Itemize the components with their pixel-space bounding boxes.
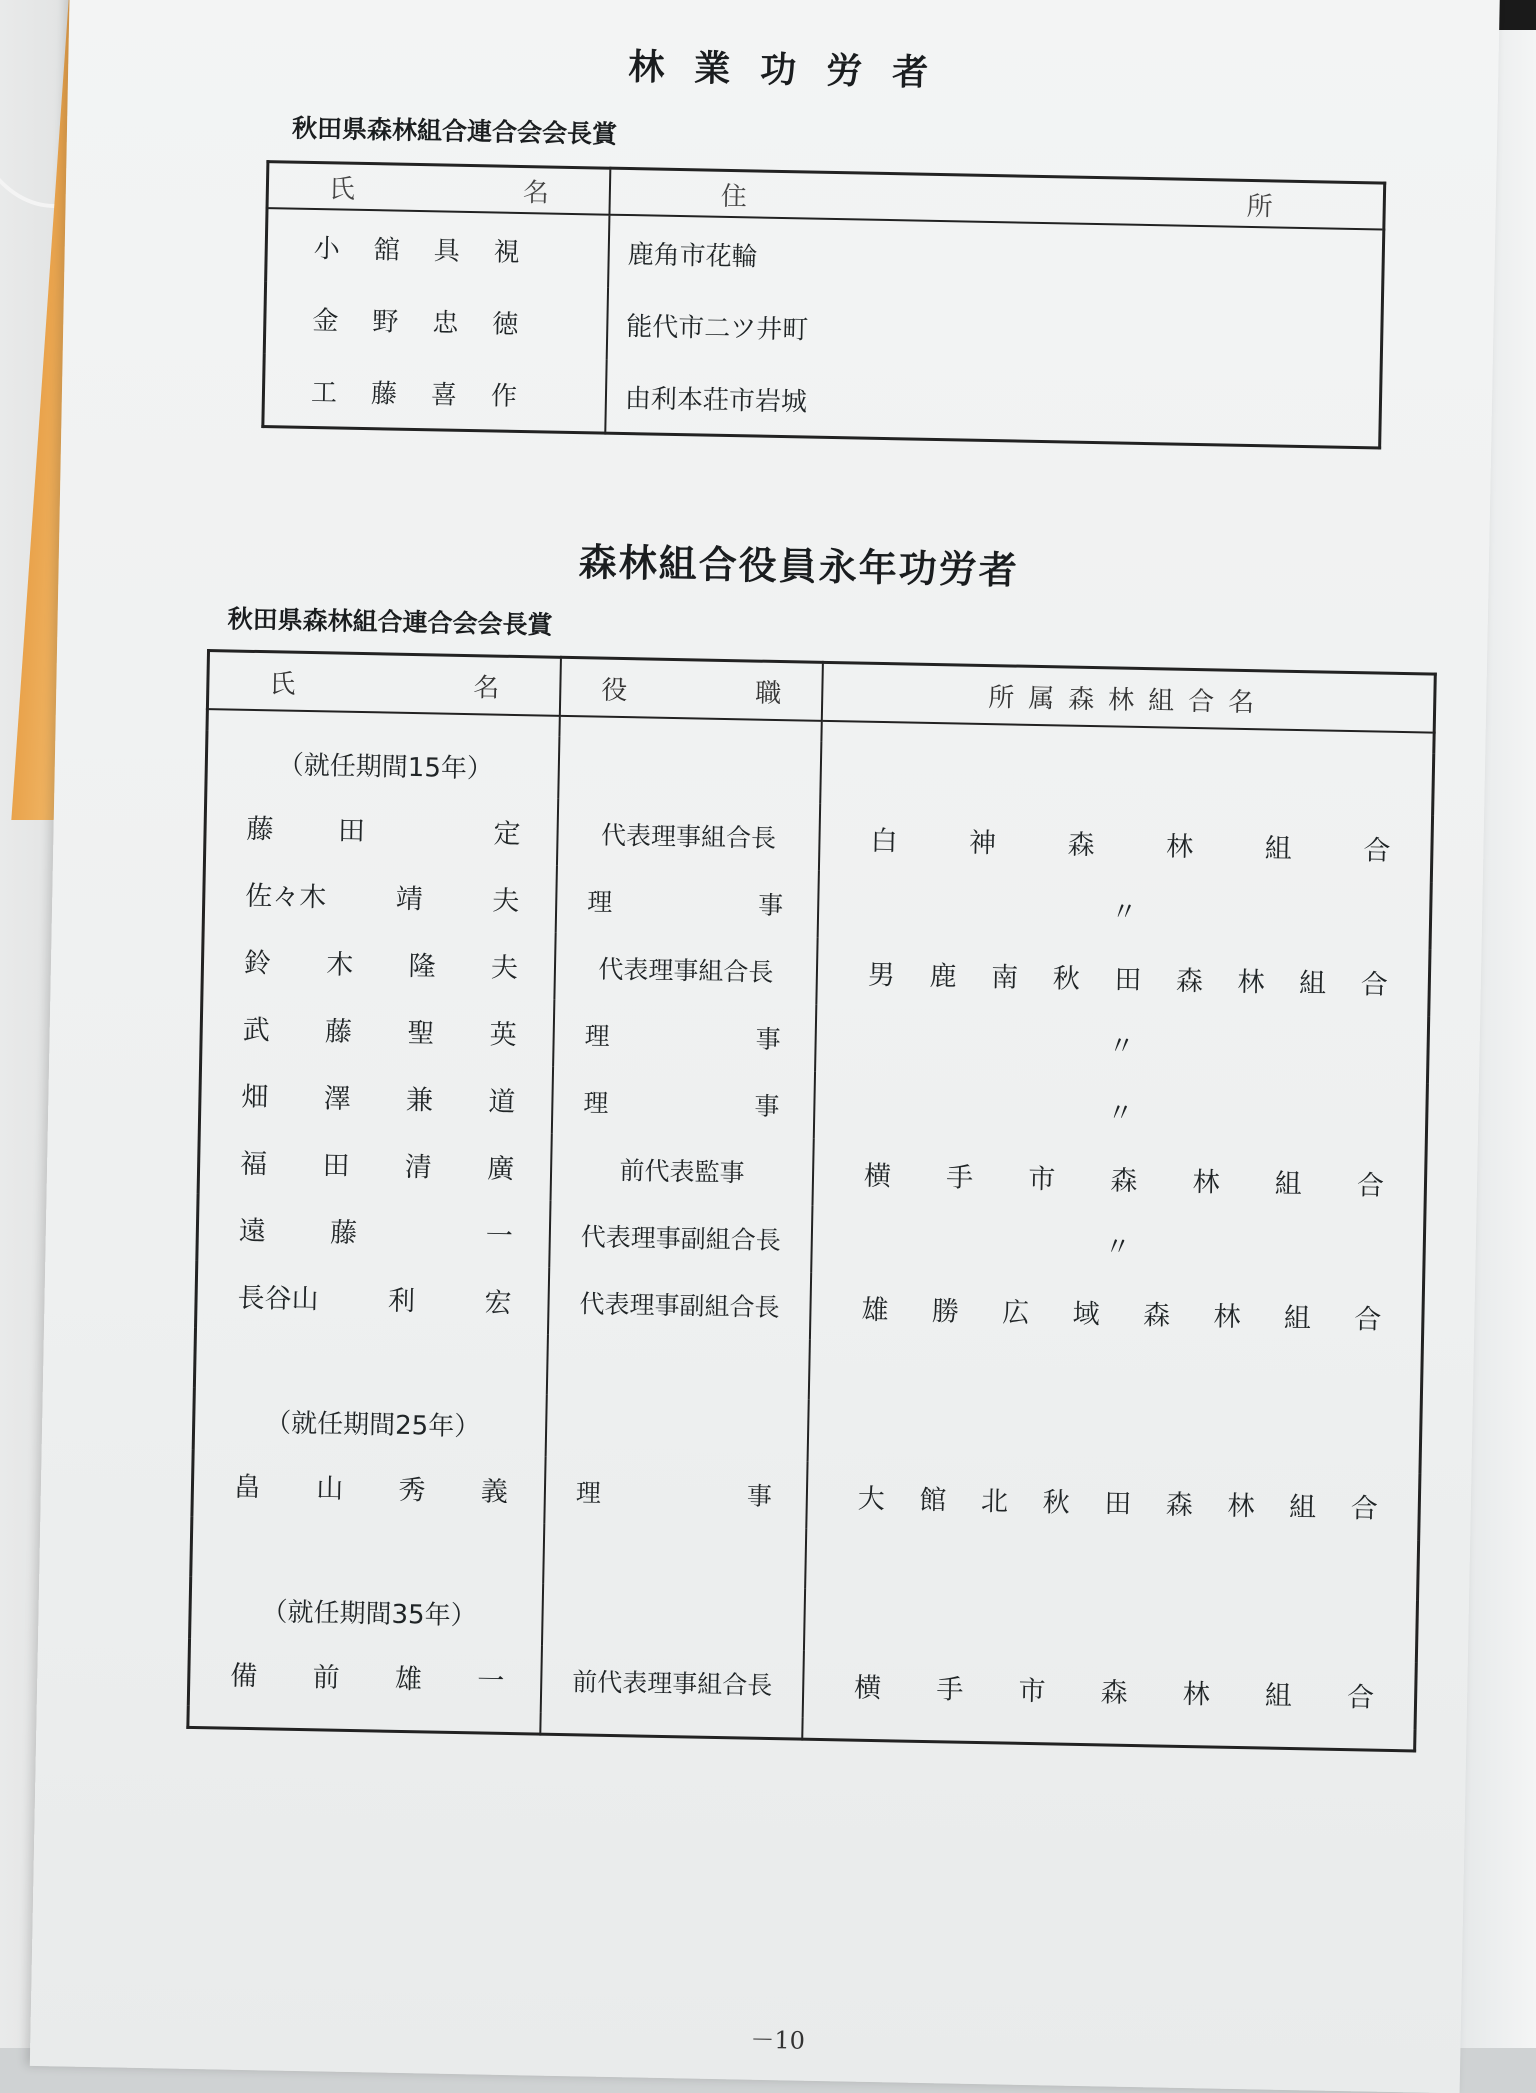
org-cell xyxy=(815,1005,1429,1084)
post-char: 事 xyxy=(755,1024,781,1054)
name-char: 宏 xyxy=(484,1287,512,1319)
empty-cell xyxy=(191,1517,545,1584)
org-char: 森 xyxy=(1175,965,1204,998)
org-char: 合 xyxy=(1363,835,1391,867)
post-cell xyxy=(541,1646,804,1718)
person-address: 由利本荘市岩城 xyxy=(624,383,808,417)
org-cell xyxy=(814,1072,1428,1151)
post-cell xyxy=(557,799,820,871)
name-char: 畠 xyxy=(233,1471,262,1504)
org-char: 田 xyxy=(1114,964,1142,997)
person-name-cell xyxy=(188,1639,542,1713)
org-char: 組 xyxy=(1274,1168,1303,1201)
post-char: 事 xyxy=(754,1091,780,1121)
person-name-cell xyxy=(202,926,556,1000)
name-char: 兼 xyxy=(405,1084,434,1117)
name-char: 靖 xyxy=(395,883,424,916)
post-char: 理 xyxy=(575,1477,602,1508)
org-char: 神 xyxy=(968,827,997,860)
name-char: 山 xyxy=(315,1473,344,1505)
post xyxy=(546,1472,807,1513)
header-name-b: 名 xyxy=(473,672,500,704)
name-char: 道 xyxy=(488,1086,516,1119)
header-addr-b: 所 xyxy=(1246,191,1274,222)
name-char: 清 xyxy=(404,1151,433,1184)
post-cell xyxy=(551,1134,814,1206)
person-name xyxy=(194,1464,545,1510)
org-name xyxy=(811,1287,1422,1338)
empty-cell xyxy=(558,737,821,804)
empty-cell xyxy=(542,1584,805,1651)
section1-award: 秋田県森林組合連合会会長賞 xyxy=(291,113,618,149)
person-name xyxy=(190,1653,541,1699)
org-char: 合 xyxy=(1350,1493,1379,1525)
post: 代表理事組合長 xyxy=(598,954,774,987)
empty-cell xyxy=(540,1713,802,1740)
org-cell xyxy=(811,1206,1425,1285)
org-char: 林 xyxy=(1182,1678,1211,1711)
name-char: 一 xyxy=(485,1220,514,1253)
person-name-cell xyxy=(196,1261,550,1335)
empty-cell xyxy=(543,1524,806,1589)
name-char: 武 xyxy=(242,1014,271,1047)
person-name: 金野忠徳 xyxy=(264,281,608,360)
org-char: 雄 xyxy=(861,1294,889,1327)
org-char: 男 xyxy=(867,959,896,992)
org-char: 手 xyxy=(945,1162,974,1194)
header-addr-a: 住 xyxy=(720,181,748,212)
person-name xyxy=(197,1275,548,1321)
person-address: 鹿角市花輪 xyxy=(627,239,758,273)
org-char: 森 xyxy=(1165,1489,1194,1522)
org-char: 大 xyxy=(857,1483,886,1516)
org-char: 組 xyxy=(1264,833,1293,865)
period-cell: （就任期間25年） xyxy=(193,1388,547,1457)
name-char: 木 xyxy=(326,949,354,981)
name-char: 定 xyxy=(493,818,521,851)
ditto-mark: 〃 xyxy=(1110,897,1138,928)
org-cell xyxy=(819,804,1433,883)
post: 前代表監事 xyxy=(619,1155,745,1187)
ditto-mark: 〃 xyxy=(1108,1031,1135,1062)
org-char: 横 xyxy=(863,1160,892,1193)
name-char: 長谷山 xyxy=(237,1282,319,1316)
post-cell xyxy=(556,866,819,938)
name-char: 一 xyxy=(476,1665,505,1697)
org-cell xyxy=(810,1273,1424,1352)
org-char: 組 xyxy=(1288,1491,1317,1524)
org-char: 勝 xyxy=(931,1296,960,1328)
name-char: 前 xyxy=(312,1662,340,1694)
name-char: 義 xyxy=(480,1476,509,1508)
org-char: 合 xyxy=(1354,1304,1382,1336)
section2-table xyxy=(186,649,1437,1752)
post: 前代表理事組合長 xyxy=(572,1666,773,1700)
person-name-cell xyxy=(198,1127,552,1201)
person-name-cell xyxy=(197,1194,551,1268)
org-name xyxy=(818,952,1429,1003)
org-char: 館 xyxy=(919,1484,947,1517)
org-char: 森 xyxy=(1067,829,1095,862)
org-cell xyxy=(816,938,1430,1017)
name-char: 夫 xyxy=(491,885,520,918)
org-char: 秋 xyxy=(1052,963,1081,995)
org-char: 域 xyxy=(1072,1298,1100,1331)
org-char: 林 xyxy=(1213,1301,1241,1333)
name-char xyxy=(429,810,430,849)
post-cell xyxy=(553,1000,816,1072)
org-char: 組 xyxy=(1264,1680,1293,1713)
org-char: 林 xyxy=(1165,831,1194,863)
name-char: 備 xyxy=(230,1660,258,1693)
empty-cell xyxy=(804,1589,1418,1663)
period-cell: （就任期間15年） xyxy=(206,730,560,799)
org-char: 森 xyxy=(1142,1300,1171,1332)
post: 代表理事副組合長 xyxy=(579,1288,780,1322)
org-char: 森 xyxy=(1100,1677,1128,1709)
org-char: 合 xyxy=(1356,1170,1385,1202)
post-cell xyxy=(548,1268,811,1340)
page-number: －10 xyxy=(750,2025,806,2055)
name-char: 澤 xyxy=(323,1083,352,1115)
org-char: 組 xyxy=(1298,968,1327,1000)
org-char: 合 xyxy=(1346,1682,1375,1714)
person-name-cell xyxy=(199,1060,553,1134)
empty-cell xyxy=(194,1328,548,1395)
post xyxy=(553,1082,814,1123)
post-cell xyxy=(552,1067,815,1139)
org-cell xyxy=(806,1462,1420,1541)
section2-table-body xyxy=(188,709,1434,1751)
person-name xyxy=(205,873,556,919)
person-name: 小舘具視 xyxy=(266,208,610,288)
org-char: 林 xyxy=(1237,966,1265,999)
name-char xyxy=(421,1212,422,1251)
person-name xyxy=(201,1074,552,1120)
name-char: 遠 xyxy=(238,1215,267,1248)
header-post-a: 役 xyxy=(601,675,628,706)
header-post xyxy=(560,657,823,721)
empty-cell xyxy=(808,1400,1422,1474)
section2-award: 秋田県森林組合連合会会長賞 xyxy=(227,604,553,640)
name-char: 藤 xyxy=(324,1016,353,1048)
period-cell: （就任期間35年） xyxy=(190,1577,544,1646)
name-char: 鈴 xyxy=(243,947,272,980)
name-char: 利 xyxy=(387,1285,416,1318)
document-page xyxy=(30,0,1500,2093)
org-char: 手 xyxy=(936,1674,964,1706)
post-cell xyxy=(544,1457,807,1529)
name-char: 田 xyxy=(337,815,366,848)
ditto-mark: 〃 xyxy=(1106,1098,1134,1129)
org-char: 合 xyxy=(1360,969,1389,1001)
ditto-mark: 〃 xyxy=(1104,1232,1132,1263)
person-name-cell xyxy=(201,993,555,1067)
header-name xyxy=(267,162,610,215)
post-char: 理 xyxy=(583,1087,609,1118)
post-char: 理 xyxy=(584,1020,610,1051)
org-cell xyxy=(803,1651,1417,1730)
person-name-cell xyxy=(192,1450,546,1524)
name-char: 聖 xyxy=(407,1017,435,1050)
name-char: 雄 xyxy=(394,1663,423,1696)
post: 代表理事組合長 xyxy=(600,820,777,853)
empty-cell xyxy=(547,1335,810,1400)
empty-cell xyxy=(820,742,1434,816)
org-cell xyxy=(818,871,1432,950)
name-char: 英 xyxy=(489,1019,517,1052)
person-name xyxy=(202,1007,553,1053)
org-char: 林 xyxy=(1192,1167,1220,1199)
person-name: 工藤喜作 xyxy=(263,353,607,433)
org-char: 秋 xyxy=(1042,1487,1070,1519)
org-cell xyxy=(812,1139,1426,1218)
name-char: 藤 xyxy=(246,813,274,846)
name-char: 福 xyxy=(239,1148,268,1181)
name-char: 夫 xyxy=(490,952,519,985)
name-char: 秀 xyxy=(398,1474,426,1507)
post xyxy=(554,1015,815,1056)
post-cell xyxy=(554,933,817,1005)
post-char: 事 xyxy=(757,890,784,920)
person-name xyxy=(199,1208,550,1254)
person-name-cell xyxy=(205,792,559,866)
post: 代表理事副組合長 xyxy=(580,1221,782,1255)
org-char: 白 xyxy=(870,825,898,858)
person-address: 能代市二ツ井町 xyxy=(626,311,809,346)
org-char: 市 xyxy=(1028,1163,1056,1196)
header-post-b: 職 xyxy=(755,678,782,709)
person-name xyxy=(206,806,557,852)
org-char: 南 xyxy=(990,962,1019,994)
header-name-a: 氏 xyxy=(269,668,296,700)
header-name-a: 氏 xyxy=(328,173,356,205)
org-name xyxy=(804,1665,1415,1716)
section1-title: 林業功労者 xyxy=(627,47,959,95)
post-char: 理 xyxy=(586,886,613,917)
person-name xyxy=(200,1141,551,1187)
empty-cell xyxy=(546,1395,809,1462)
org-char: 林 xyxy=(1227,1490,1255,1523)
post-cell xyxy=(549,1201,812,1273)
section2-title: 森林組合役員永年功労者 xyxy=(578,540,1020,593)
header-name-b: 名 xyxy=(522,177,550,209)
org-char: 組 xyxy=(1283,1302,1312,1335)
section1-table xyxy=(261,160,1386,449)
post xyxy=(557,881,818,922)
org-char: 鹿 xyxy=(929,960,957,993)
org-char: 森 xyxy=(1110,1165,1138,1197)
person-name xyxy=(204,940,555,986)
name-char: 佐々木 xyxy=(245,880,327,914)
name-char: 田 xyxy=(322,1150,350,1182)
header-org-label: 所属森林組合名 xyxy=(987,682,1269,718)
header-name xyxy=(207,651,561,716)
org-char: 田 xyxy=(1104,1488,1132,1520)
org-char: 市 xyxy=(1018,1675,1046,1708)
post-char: 事 xyxy=(746,1481,773,1511)
org-name xyxy=(820,818,1431,869)
org-char: 横 xyxy=(853,1672,882,1705)
org-name xyxy=(814,1153,1425,1204)
org-char: 北 xyxy=(980,1486,1009,1518)
name-char: 廣 xyxy=(486,1153,515,1186)
person-name-cell xyxy=(203,859,557,933)
name-char: 畑 xyxy=(241,1081,269,1114)
name-char: 藤 xyxy=(329,1217,358,1250)
org-name xyxy=(808,1476,1419,1527)
org-char: 広 xyxy=(1001,1297,1030,1329)
name-char: 隆 xyxy=(408,950,436,983)
